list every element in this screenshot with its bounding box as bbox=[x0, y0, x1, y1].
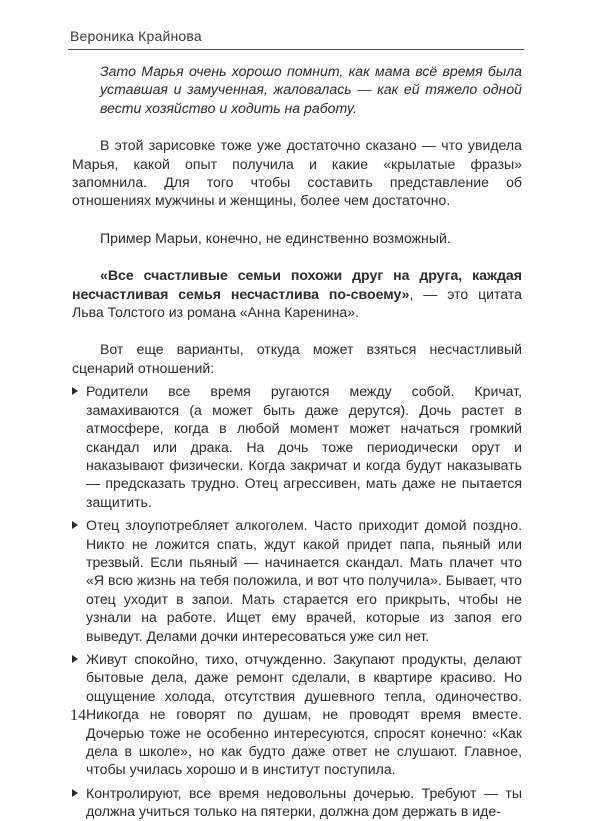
paragraph-1: В этой зарисовке тоже уже достаточно сказано — что увидела Марья, какой опыт получила и какие «крылатые фразы» запомнила. Для того чтобы составить представление об отношениях мужчины и женщины, более чем достаточно. bbox=[72, 137, 522, 209]
header-rule bbox=[68, 49, 524, 50]
list-item bbox=[72, 516, 522, 645]
paragraph-4: Вот еще варианты, откуда может взяться несчастливый сценарий отношений: bbox=[72, 341, 522, 376]
running-head-author: Вероника Крайнова bbox=[70, 28, 202, 44]
list-item-text: Контролируют, все время недовольны дочерью. Требуют — ты должна учиться только на пятерки, должна дом держать в иде- bbox=[86, 784, 522, 820]
paragraph-2: Пример Марьи, конечно, не единственно возможный. bbox=[100, 229, 451, 246]
tolstoy-attribution: , — это цитата Льва Толстого из романа «Анна Каренина». bbox=[72, 285, 522, 321]
list-item-text: Отец злоупотребляет алкоголем. Часто приходит домой поздно. Никто не ложится спать, ждут какой придет папа, пьяный или трезвый. Если пьяный — начинается скандал. Мать плачет что «Я всю жизнь на тебя положила, и вот что получила». Бывает, что отец уходит в запои. Мать старается его прикрыть, чтобы не узнали на работе. Ищет ему врачей, которые из запоя его выведут. Делами дочки интересоваться уже сил нет. bbox=[86, 517, 522, 644]
triangle-bullet-icon bbox=[72, 521, 78, 529]
list-item bbox=[72, 382, 522, 511]
page-number: 14 bbox=[70, 707, 86, 724]
body-text bbox=[72, 62, 522, 821]
list-item-text: Родители все время ругаются между собой. Кричат, замахиваются (а может быть даже дерутся). Дочь растет в атмосфере, когда в любой момент может начаться громкий скандал или драка. На дочь тоже периодически орут и наказывают физически. Когда закричат и когда будут наказывать — предсказать трудно. Отец агрессивен, мать даже не пытается защитить. bbox=[86, 383, 522, 510]
triangle-bullet-icon bbox=[72, 789, 78, 797]
paragraph-3 bbox=[72, 266, 522, 321]
triangle-bullet-icon bbox=[72, 655, 78, 663]
list-item-text: Живут спокойно, тихо, отчужденно. Закупают продукты, делают бытовые дела, даже ремонт сделали, в квартире красиво. Но ощущение холода, отсутствия душевного тепла, одиночество. Никогда не говорят по душам, не проводят время вместе. Дочерью тоже не особенно интересуются, спросят конечно: «Как дела в школе», но как будто даже ответ не слушают. Главное, чтобы училась хорошо и в институт поступила. bbox=[86, 650, 522, 778]
italic-quote: Зато Марья очень хорошо помнит, как мама всё время была уставшая и замученная, жаловалась — как ей тяжело одной вести хозяйство и ходить на работу. bbox=[100, 63, 522, 116]
tolstoy-quote: «Все счастливые семьи похожи друг на друга, каждая несчастливая семья несчастлива по-своему» bbox=[72, 267, 522, 302]
list-item bbox=[72, 784, 522, 821]
list-item bbox=[72, 650, 522, 779]
scenario-list bbox=[72, 382, 522, 820]
triangle-bullet-icon bbox=[72, 387, 78, 395]
